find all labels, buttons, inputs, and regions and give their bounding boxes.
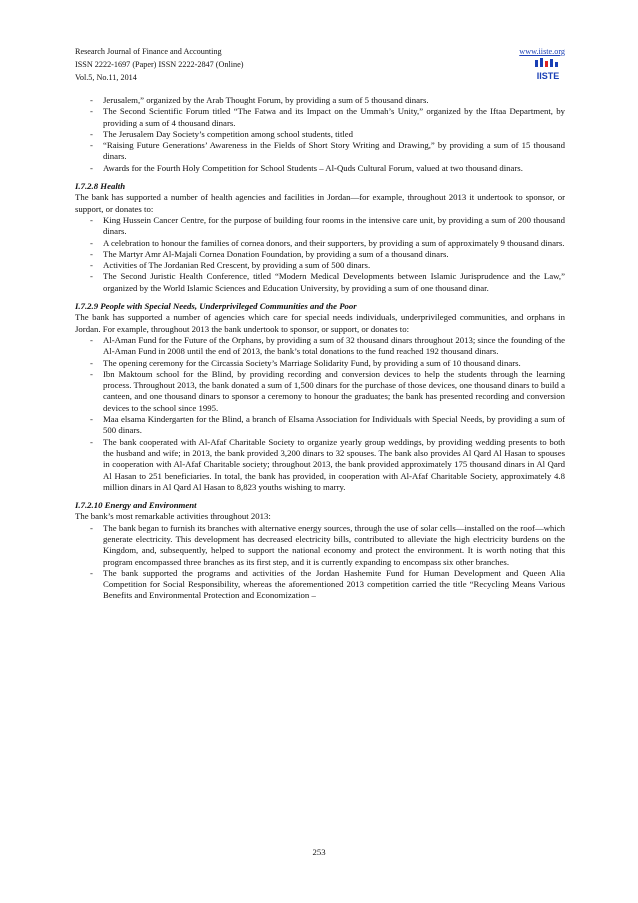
journal-title: Research Journal of Finance and Accounting: [75, 47, 222, 56]
list-item-text: Jerusalem,” organized by the Arab Thought Forum, by providing a sum of 5 thousand dinars.: [103, 95, 429, 105]
iiste-logo-icon: [531, 58, 565, 82]
volume-line: Vol.5, No.11, 2014: [75, 73, 137, 82]
list-item-text: The bank cooperated with Al-Afaf Charitable Society to organize yearly group weddings, by providing wedding presents to both the husband and wife; in 2013, the bank provided 3,200 dinars to 32 spouses. The bank also provides Al Qard Al Hasan to spouses in cooperation with Al-Afaf Charitable society; throughout 2013, the bank provided approximately 175 thousand dinars in Al Qard Al Hasan to 251 beneficiaries. In total, the bank has provided, in cooperation with Al-Afaf Charitable Society, approximately 4.8 million dinars in Al Qard Al Hasan to 8,823 youths wishing to marry.: [103, 436, 565, 492]
list-item-text: Activities of The Jordanian Red Crescent, by providing a sum of 500 dinars.: [103, 260, 371, 271]
arts-list: [75, 95, 565, 174]
list-item-text: Al-Aman Fund for the Future of the Orphans, by providing a sum of 32 thousand dinars throughout 2013; since the founding of the Al-Aman Fund in 2008 until the end of 2013, the bank’s total donations to the fund reached 192 thousand dinars.: [103, 334, 565, 357]
section-heading-health: I.7.2.8 Health: [75, 181, 126, 192]
section-heading-special-needs: I.7.2.9 People with Special Needs, Underprivileged Communities and the Poor: [75, 301, 357, 312]
special-needs-intro: The bank has supported a number of agencies which care for special needs individuals, underprivileged communities, and orphans in Jordan. For example, throughout 2013 the bank undertook to sponsor, or support, or donates to:: [75, 312, 565, 334]
bullet-dash: -: [90, 368, 93, 379]
list-item: [75, 129, 565, 140]
bullet-dash: -: [90, 237, 93, 248]
list-item: [75, 335, 565, 358]
bullet-dash: -: [90, 260, 93, 271]
list-item: [75, 414, 565, 437]
list-item: [75, 358, 565, 369]
list-item: [75, 271, 565, 294]
list-item-text: Awards for the Fourth Holy Competition for School Students – Al-Quds Cultural Forum, valued at two thousand dinars.: [103, 162, 523, 173]
bullet-dash: -: [90, 248, 93, 259]
bullet-dash: -: [90, 334, 93, 345]
list-item-text: The bank began to furnish its branches with alternative energy sources, through the use of solar cells—installed on the roof—which generate electricity. This development has decreased electricity bills, contributed to alleviate the high electricity burdens on the Kingdom, and, subsequently, helped to support the national economy and protect the environment. It is worth noting that this program encompassed three branches as its first step, and it is currently expanding to encompass six other branches.: [103, 522, 565, 567]
list-item-text: The Martyr Amr Al-Majali Cornea Donation Foundation, by providing a sum of a thousand dinars.: [103, 248, 449, 259]
list-item: [75, 568, 565, 602]
list-item: [75, 369, 565, 414]
list-item: [75, 249, 565, 260]
page-number: 253: [312, 847, 326, 857]
bullet-dash: -: [90, 567, 93, 578]
special-needs-list: [75, 335, 565, 493]
health-intro: The bank has supported a number of health agencies and facilities in Jordan—for example, throughout 2013 it undertook to sponsor, or support, or donates to:: [75, 192, 565, 214]
section-heading-energy: I.7.2.10 Energy and Environment: [75, 500, 197, 511]
issn-line: ISSN 2222-1697 (Paper) ISSN 2222-2847 (Online): [75, 60, 244, 69]
logo-text: IISTE: [536, 71, 560, 81]
list-item-text: The Second Juristic Health Conference, titled “Modern Medical Developments between Islamic Jurisprudence and the Law,” organized by the World Islamic Sciences and Education University, by providing a sum of one thousand dinar.: [103, 271, 565, 293]
list-item: [75, 260, 565, 271]
energy-intro: The bank’s most remarkable activities throughout 2013:: [75, 511, 271, 522]
list-item: [75, 140, 565, 163]
list-item: [75, 215, 565, 238]
bullet-dash: -: [90, 128, 93, 139]
list-item: [75, 95, 565, 106]
list-item-text: The Jerusalem Day Society’s competition among school students, titled: [103, 128, 354, 139]
list-item-text: Ibn Maktoum school for the Blind, by providing recording and conversion devices to help the students through the learning process. Throughout 2013, the bank donated a sum of 1,500 dinars for the purchase of those devices, one thousand dinars to build a canteen, and one thousand dinars to sponsor a ceremony to honour the graduates; the bank has presented recording and conversion devices to the school since 1995.: [103, 368, 565, 413]
bullet-dash: -: [90, 522, 93, 533]
list-item: [75, 163, 565, 174]
page-body: [75, 95, 565, 602]
bullet-dash: -: [90, 271, 93, 282]
page-header: [75, 45, 565, 84]
list-item-text: The bank supported the programs and activities of the Jordan Hashemite Fund for Human Development and Queen Alia Competition for Social Responsibility, whereas the aforementioned 2013 competition carried the title “Recycling Means Various Benefits and Environmental Protection and Economization –: [103, 567, 565, 601]
bullet-dash: -: [90, 357, 93, 368]
journal-url-link[interactable]: www.iiste.org: [519, 47, 565, 56]
bullet-dash: -: [90, 140, 93, 151]
bullet-dash: -: [90, 414, 93, 425]
list-item: [75, 238, 565, 249]
list-item: [75, 523, 565, 568]
bullet-dash: -: [90, 436, 93, 447]
list-item: [75, 437, 565, 493]
bullet-dash: -: [90, 95, 93, 105]
health-list: [75, 215, 565, 294]
list-item-text: A celebration to honour the families of cornea donors, and their supporters, by providing a sum of approximately 9 thousand dinars.: [103, 237, 565, 248]
energy-list: [75, 523, 565, 602]
bullet-dash: -: [90, 106, 93, 117]
bullet-dash: -: [90, 214, 93, 225]
list-item: [75, 106, 565, 129]
list-item-text: Maa elsama Kindergarten for the Blind, a branch of Elsama Association for Individuals with Special Needs, by providing a sum of 500 dinars.: [103, 414, 565, 436]
list-item-text: The Second Scientific Forum titled “The Fatwa and its Impact on the Ummah’s Unity,” organized by the Iftaa Department, by providing a sum of 4 thousand dinars.: [103, 106, 565, 128]
list-item-text: The opening ceremony for the Circassia Society’s Marriage Solidarity Fund, by providing a sum of 10 thousand dinars.: [103, 357, 521, 368]
bullet-dash: -: [90, 162, 93, 173]
list-item-text: “Raising Future Generations’ Awareness in the Fields of Short Story Writing and Drawing,” by providing a sum of 15 thousand dinars.: [103, 140, 565, 162]
list-item-text: King Hussein Cancer Centre, for the purpose of building four rooms in the intensive care unit, by providing a sum of 200 thousand dinars.: [103, 214, 565, 237]
